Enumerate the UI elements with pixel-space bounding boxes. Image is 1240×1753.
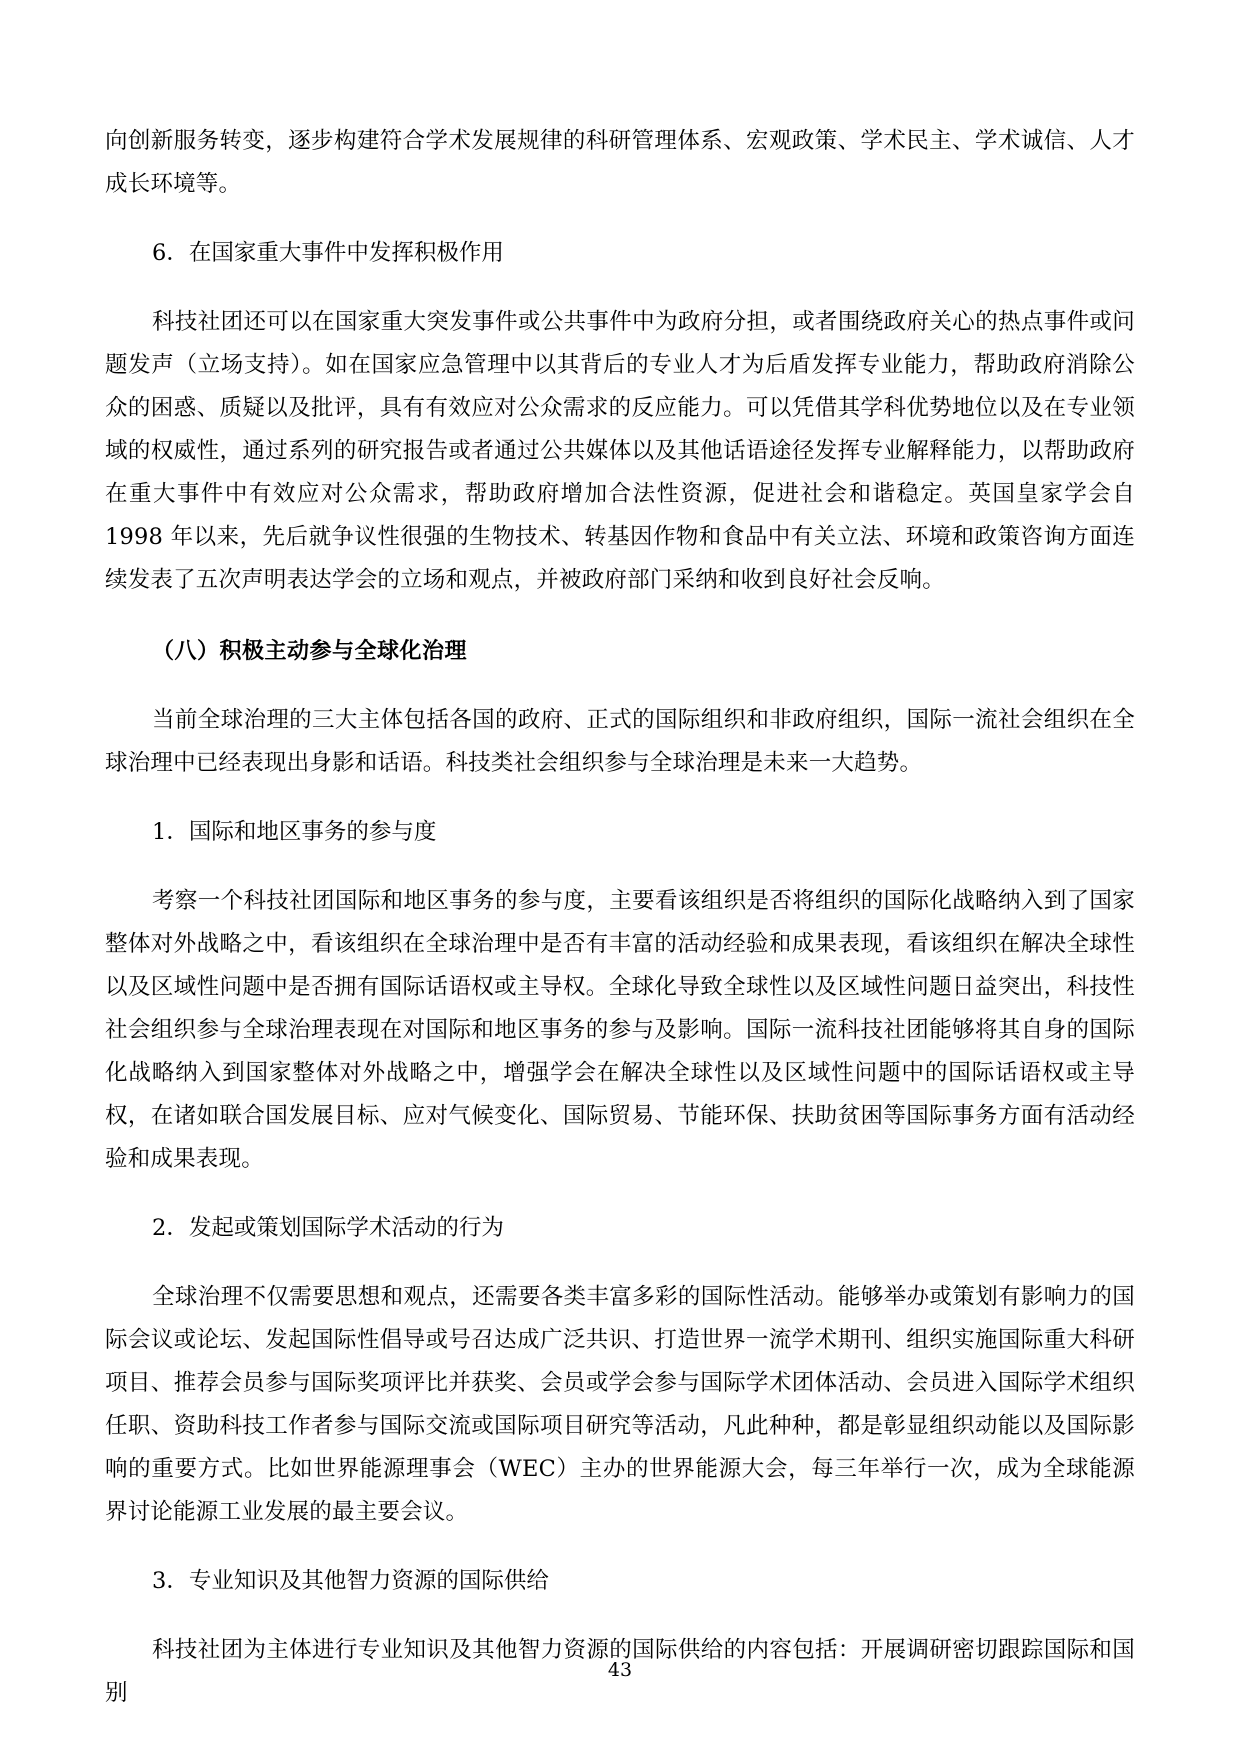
heading-section-8-1: 1．国际和地区事务的参与度 [152, 819, 437, 845]
heading-section-8: （八）积极主动参与全球化治理 [152, 639, 468, 664]
paragraph-section-8-3-body: 科技社团为主体进行专业知识及其他智力资源的国际供给的内容包括：开展调研密切跟踪国际和国别 [105, 1637, 1135, 1706]
heading-section-8-2: 2．发起或策划国际学术活动的行为 [152, 1215, 504, 1241]
paragraph-section-6-body: 科技社团还可以在国家重大突发事件或公共事件中为政府分担，或者围绕政府关心的热点事件或问题发声（立场支持）。如在国家应急管理中以其背后的专业人才为后盾发挥专业能力，帮助政府消除公众的困惑、质疑以及批评，具有有效应对公众需求的反应能力。可以凭借其学科优势地位以及在专业领域的权威性，通过系列的研究报告或者通过公共媒体以及其他话语途径发挥专业解释能力，以帮助政府在重大事件中有效应对公众需求，帮助政府增加合法性资源，促进社会和谐稳定。英国皇家学会自 1998 年以来，先后就争议性很强的生物技术、转基因作物和食品中有关立法、环境和政策咨询方面连续发表了五次声明表达学会的立场和观点，并被政府部门采纳和收到良好社会反响。 [105, 309, 1135, 593]
paragraph-continued: 向创新服务转变，逐步构建符合学术发展规律的科研管理体系、宏观政策、学术民主、学术诚信、人才成长环境等。 [105, 128, 1135, 197]
paragraph-section-8-intro: 当前全球治理的三大主体包括各国的政府、正式的国际组织和非政府组织，国际一流社会组织在全球治理中已经表现出身影和话语。科技类社会组织参与全球治理是未来一大趋势。 [105, 707, 1135, 776]
page-number: 43 [607, 1659, 633, 1681]
heading-section-8-3: 3．专业知识及其他智力资源的国际供给 [152, 1568, 549, 1594]
paragraph-section-8-2-body: 全球治理不仅需要思想和观点，还需要各类丰富多彩的国际性活动。能够举办或策划有影响力的国际会议或论坛、发起国际性倡导或号召达成广泛共识、打造世界一流学术期刊、组织实施国际重大科研项目、推荐会员参与国际奖项评比并获奖、会员或学会参与国际学术团体活动、会员进入国际学术组织任职、资助科技工作者参与国际交流或国际项目研究等活动，凡此种种，都是彰显组织动能以及国际影响的重要方式。比如世界能源理事会（WEC）主办的世界能源大会，每三年举行一次，成为全球能源界讨论能源工业发展的最主要会议。 [105, 1284, 1135, 1525]
paragraph-section-8-1-body: 考察一个科技社团国际和地区事务的参与度，主要看该组织是否将组织的国际化战略纳入到了国家整体对外战略之中，看该组织在全球治理中是否有丰富的活动经验和成果表现，看该组织在解决全球性以及区域性问题中是否拥有国际话语权或主导权。全球化导致全球性以及区域性问题日益突出，科技性社会组织参与全球治理表现在对国际和地区事务的参与及影响。国际一流科技社团能够将其自身的国际化战略纳入到国家整体对外战略之中，增强学会在解决全球性以及区域性问题中的国际话语权或主导权，在诸如联合国发展目标、应对气候变化、国际贸易、节能环保、扶助贫困等国际事务方面有活动经验和成果表现。 [105, 888, 1135, 1172]
heading-section-6: 6．在国家重大事件中发挥积极作用 [152, 240, 504, 266]
